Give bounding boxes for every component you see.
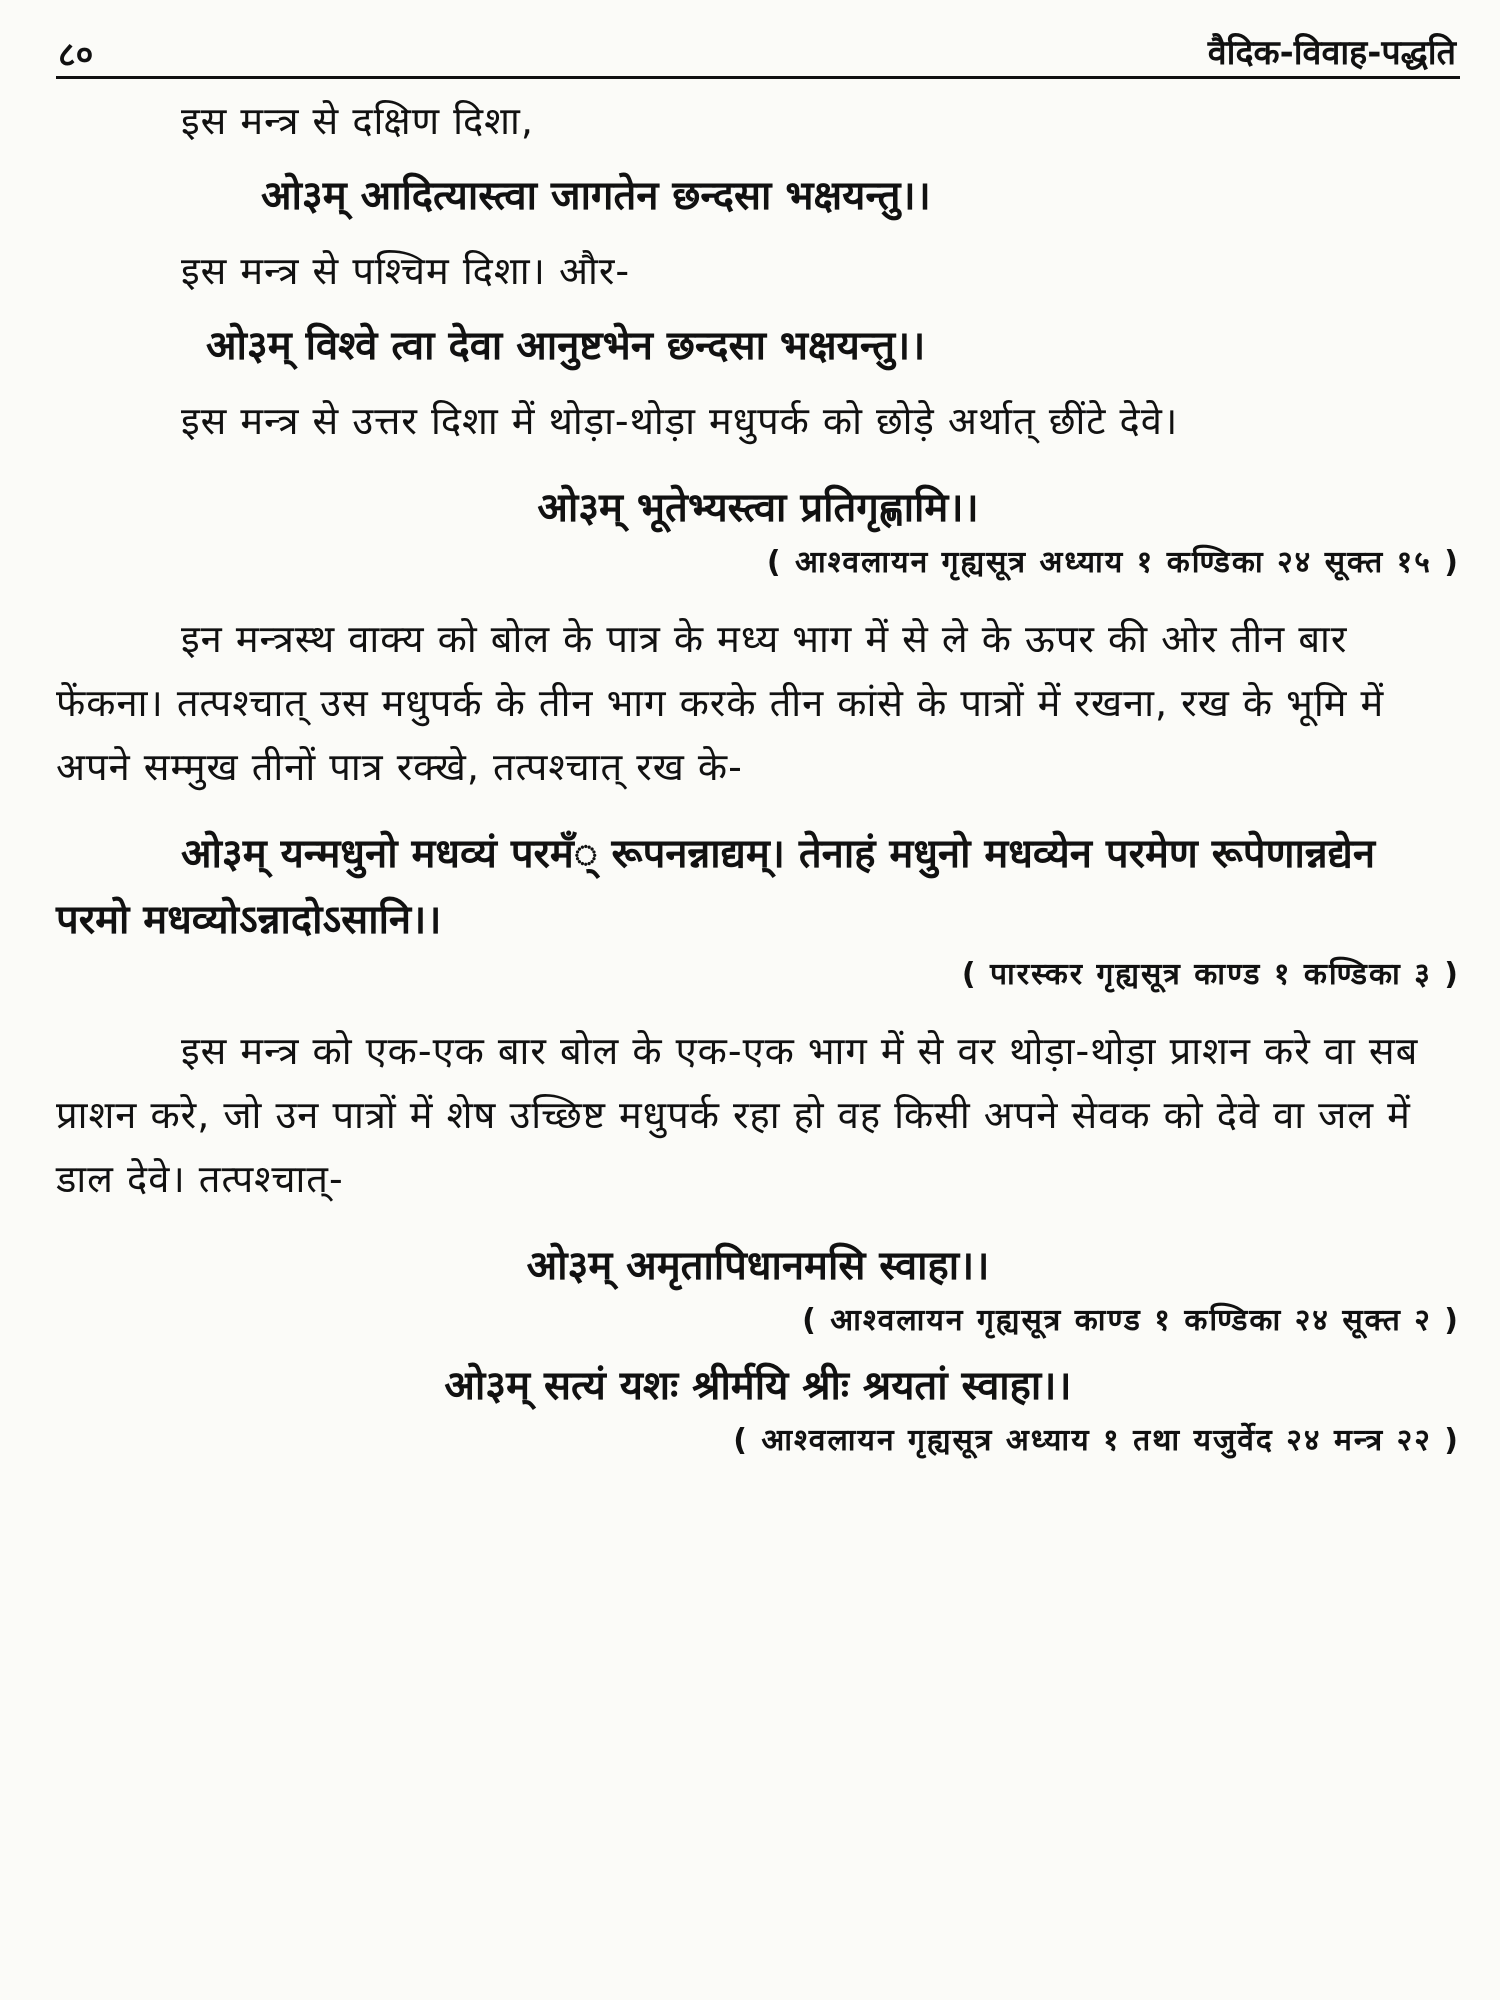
paragraph-south-direction: इस मन्त्र से दक्षिण दिशा, [181, 99, 534, 143]
mantra-yanmadhuno: ओ३म् यन्मधुनो मधव्यं परमँ् रूपनन्नाद्यम्। तेनाहं मधुनो मधव्येन परमेण रूपेणान्नद्येन परमो मधव्योऽन्नादोऽसानि।। [56, 831, 1376, 943]
citation-ashvalayan-1-24-15: ( आश्वलायन गृह्यसूत्र अध्याय १ कण्डिका २४ सूक्त १५ ) [766, 545, 1460, 580]
mantra-vishve-deva: ओ३म् विश्वे त्वा देवा आनुष्टभेन छन्दसा भक्षयन्तु।। [206, 323, 926, 369]
book-title: वैदिक-विवाह-पद्धति [1207, 33, 1456, 73]
mantra-satyam-yashah: ओ३म् सत्यं यशः श्रीर्मयि श्रीः श्रयतां स्वाहा।। [444, 1363, 1072, 1409]
page-number: ८० [58, 35, 94, 75]
paragraph-three-parts: इन मन्त्रस्थ वाक्य को बोल के पात्र के मध्य भाग में से ले के ऊपर की ओर तीन बार फेंकना। तत्पश्चात् उस मधुपर्क के तीन भाग करके तीन कांसे के पात्रों में रखना, रख के भूमि में अपने सम्मुख तीनों पात्र रक्खे, तत्पश्चात् रख के- [56, 617, 1385, 789]
running-header [56, 28, 1460, 79]
mantra-amritapidhanam: ओ३म् अमृतापिधानमसि स्वाहा।। [526, 1243, 990, 1289]
paragraph-west-direction: इस मन्त्र से पश्चिम दिशा। और- [181, 249, 631, 293]
citation-ashvalayan-yajurveda: ( आश्वलायन गृह्यसूत्र अध्याय १ तथा यजुर्वेद २४ मन्त्र २२ ) [733, 1423, 1460, 1458]
paragraph-north-direction: इस मन्त्र से उत्तर दिशा में थोड़ा-थोड़ा मधुपर्क को छोड़े अर्थात् छींटे देवे। [181, 399, 1179, 443]
citation-ashvalayan-1-24-2: ( आश्वलायन गृह्यसूत्र काण्ड १ कण्डिका २४ सूक्त २ ) [802, 1303, 1460, 1338]
mantra-bhutebhyas: ओ३म् भूतेभ्यस्त्वा प्रतिगृह्णामि।। [537, 485, 979, 531]
mantra-adityas: ओ३म् आदित्यास्त्वा जागतेन छन्दसा भक्षयन्तु।। [261, 173, 931, 219]
paragraph-prashan: इस मन्त्र को एक-एक बार बोल के एक-एक भाग में से वर थोड़ा-थोड़ा प्राशन करे वा सब प्राशन करे, जो उन पात्रों में शेष उच्छिष्ट मधुपर्क रहा हो वह किसी अपने सेवक को देवे वा जल में डाल देवे। तत्पश्चात्- [56, 1029, 1419, 1201]
citation-paraskar-1-3: ( पारस्कर गृह्यसूत्र काण्ड १ कण्डिका ३ ) [961, 957, 1460, 992]
